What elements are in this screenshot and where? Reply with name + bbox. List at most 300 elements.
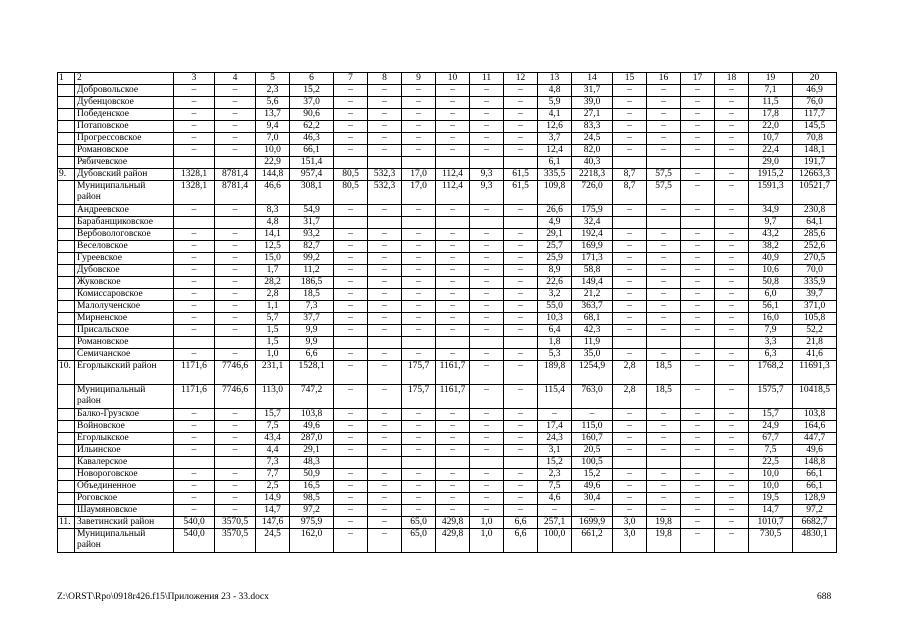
table-cell: 30,4 [572, 493, 613, 505]
table-cell: 103,8 [290, 409, 334, 421]
table-cell [613, 337, 647, 349]
table-cell: – [402, 265, 436, 277]
row-number-cell [58, 229, 75, 241]
table-cell [215, 217, 256, 229]
row-label-cell: Семичанское [75, 349, 174, 361]
table-cell: 7746,6 [215, 361, 256, 385]
table-cell: 40,9 [749, 253, 793, 265]
table-cell: – [334, 205, 368, 217]
table-cell: – [215, 205, 256, 217]
table-cell: – [334, 409, 368, 421]
table-cell: – [647, 325, 681, 337]
table-cell: 3,7 [538, 133, 572, 145]
row-number-cell [58, 205, 75, 217]
table-cell: 7,5 [749, 445, 793, 457]
table-cell: – [215, 325, 256, 337]
table-cell: 10,3 [538, 313, 572, 325]
table-cell: 50,8 [749, 277, 793, 289]
table-cell: 46,6 [256, 181, 290, 205]
row-number-cell [58, 325, 75, 337]
table-cell: 55,0 [538, 301, 572, 313]
table-cell: 363,7 [572, 301, 613, 313]
table-cell: 9,7 [749, 217, 793, 229]
row-label-cell: Шаумяновское [75, 505, 174, 517]
table-cell: – [436, 469, 470, 481]
table-cell: – [368, 121, 402, 133]
table-cell: 49,6 [793, 445, 837, 457]
table-row [58, 277, 837, 289]
table-cell: – [368, 409, 402, 421]
table-cell: 15,2 [538, 457, 572, 469]
table-cell: 58,8 [572, 265, 613, 277]
table-cell: – [715, 181, 749, 205]
table-cell: – [715, 445, 749, 457]
table-cell: 22,4 [749, 145, 793, 157]
table-cell: – [613, 85, 647, 97]
table-cell: – [215, 481, 256, 493]
table-cell: 1,5 [256, 337, 290, 349]
table-cell: – [402, 253, 436, 265]
table-cell: – [368, 313, 402, 325]
table-cell: 10,0 [749, 481, 793, 493]
table-cell: 763,0 [572, 385, 613, 409]
table-cell: 43,2 [749, 229, 793, 241]
table-cell: 4 [215, 73, 256, 85]
row-label-cell: Гуреевское [75, 253, 174, 265]
row-label-cell: Комиссаровское [75, 289, 174, 301]
table-cell: 148,8 [793, 457, 837, 469]
table-cell: 10,6 [749, 265, 793, 277]
table-cell: 957,4 [290, 169, 334, 181]
table-cell: – [470, 301, 504, 313]
table-cell: 103,8 [793, 409, 837, 421]
table-cell: 257,1 [538, 517, 572, 529]
table-cell: – [402, 445, 436, 457]
table-cell: – [715, 493, 749, 505]
table-cell: 34,9 [749, 205, 793, 217]
table-cell: 1254,9 [572, 361, 613, 385]
table-cell: – [470, 313, 504, 325]
table-cell: 1161,7 [436, 385, 470, 409]
table-row [58, 205, 837, 217]
table-cell: – [681, 109, 715, 121]
table-cell: 10,0 [256, 145, 290, 157]
table-row [58, 445, 837, 457]
table-header-row [58, 73, 837, 85]
table-cell: 9,9 [290, 337, 334, 349]
table-cell: – [613, 301, 647, 313]
table-cell [436, 337, 470, 349]
table-cell: 447,7 [793, 433, 837, 445]
table-cell: – [368, 481, 402, 493]
table-row [58, 121, 837, 133]
table-cell [402, 337, 436, 349]
table-cell: 1,0 [470, 529, 504, 553]
table-cell: – [715, 121, 749, 133]
table-cell: 164,6 [793, 421, 837, 433]
row-number-cell [58, 493, 75, 505]
table-cell: 82,0 [572, 145, 613, 157]
table-cell: – [470, 265, 504, 277]
table-cell: 57,5 [647, 181, 681, 205]
table-cell: – [436, 121, 470, 133]
table-cell: – [402, 229, 436, 241]
table-cell [613, 157, 647, 169]
table-cell: 16 [647, 73, 681, 85]
table-cell: 11 [470, 73, 504, 85]
table-cell: 144,8 [256, 169, 290, 181]
table-cell: – [174, 277, 215, 289]
table-cell: – [613, 133, 647, 145]
row-number-cell [58, 433, 75, 445]
table-cell: 5,7 [256, 313, 290, 325]
table-cell: – [715, 385, 749, 409]
row-label-cell: Малолученское [75, 301, 174, 313]
table-cell: – [436, 205, 470, 217]
row-number-cell [58, 445, 75, 457]
table-row [58, 493, 837, 505]
table-cell: – [334, 229, 368, 241]
table-cell: – [504, 505, 538, 517]
table-cell: – [715, 169, 749, 181]
table-cell: 12,4 [538, 145, 572, 157]
table-cell: 186,5 [290, 277, 334, 289]
row-label-cell: Войновское [75, 421, 174, 433]
table-cell: – [681, 169, 715, 181]
table-cell: 12,5 [256, 241, 290, 253]
table-cell: 1915,2 [749, 169, 793, 181]
table-cell: 7,3 [290, 301, 334, 313]
table-row [58, 421, 837, 433]
table-cell: – [215, 241, 256, 253]
table-cell: 10418,5 [793, 385, 837, 409]
row-label-cell: Присальское [75, 325, 174, 337]
table-cell: 191,7 [793, 157, 837, 169]
table-cell: – [504, 205, 538, 217]
table-cell [402, 217, 436, 229]
row-number-cell: 10. [58, 361, 75, 385]
table-cell: – [334, 361, 368, 385]
table-cell: – [368, 265, 402, 277]
table-cell: – [436, 505, 470, 517]
table-cell: – [715, 505, 749, 517]
table-cell: – [368, 277, 402, 289]
table-cell: 115,4 [538, 385, 572, 409]
table-cell: – [174, 481, 215, 493]
table-cell [715, 157, 749, 169]
table-cell: 14,7 [749, 505, 793, 517]
table-cell: – [647, 205, 681, 217]
table-cell [681, 157, 715, 169]
table-cell: – [647, 493, 681, 505]
table-cell: – [613, 121, 647, 133]
table-cell: 66,1 [793, 481, 837, 493]
table-cell: – [613, 493, 647, 505]
row-number-cell [58, 409, 75, 421]
table-cell: 335,9 [793, 277, 837, 289]
table-cell: – [368, 241, 402, 253]
table-row [58, 517, 837, 529]
table-cell: – [215, 469, 256, 481]
table-row [58, 241, 837, 253]
table-cell: 10521,7 [793, 181, 837, 205]
table-cell: – [368, 517, 402, 529]
table-cell [368, 217, 402, 229]
table-cell: – [470, 145, 504, 157]
table-cell: 230,8 [793, 205, 837, 217]
row-label-cell: 2 [75, 73, 174, 85]
table-cell: – [215, 433, 256, 445]
table-cell: 15,7 [256, 409, 290, 421]
table-cell: – [334, 433, 368, 445]
table-cell: – [647, 481, 681, 493]
row-number-cell [58, 121, 75, 133]
table-cell: – [470, 469, 504, 481]
row-number-cell [58, 289, 75, 301]
table-cell: 7,9 [749, 325, 793, 337]
table-cell: 1,0 [256, 349, 290, 361]
table-cell: 975,9 [290, 517, 334, 529]
table-cell: 17,8 [749, 109, 793, 121]
table-cell: – [334, 493, 368, 505]
table-cell: 24,9 [749, 421, 793, 433]
table-cell: – [681, 289, 715, 301]
table-cell: 56,1 [749, 301, 793, 313]
table-row [58, 481, 837, 493]
row-number-cell [58, 85, 75, 97]
table-cell: – [613, 145, 647, 157]
table-cell: – [334, 517, 368, 529]
table-cell [715, 457, 749, 469]
table-cell: – [334, 481, 368, 493]
table-cell: – [613, 469, 647, 481]
table-cell: 2,8 [256, 289, 290, 301]
table-cell: 9 [402, 73, 436, 85]
table-cell: 4,6 [538, 493, 572, 505]
table-cell: – [174, 229, 215, 241]
table-cell: – [334, 277, 368, 289]
table-cell: 7,0 [256, 133, 290, 145]
table-cell [504, 457, 538, 469]
table-cell: 1575,7 [749, 385, 793, 409]
table-cell: – [215, 445, 256, 457]
table-cell: – [215, 505, 256, 517]
table-cell: – [504, 445, 538, 457]
table-cell: – [470, 109, 504, 121]
row-number-cell [58, 181, 75, 205]
table-cell: 335,5 [538, 169, 572, 181]
table-cell [334, 217, 368, 229]
row-number-cell [58, 313, 75, 325]
row-label-cell: Рябичевское [75, 157, 174, 169]
table-cell: – [402, 301, 436, 313]
table-cell: – [402, 133, 436, 145]
table-cell: – [174, 241, 215, 253]
table-cell: – [681, 529, 715, 553]
table-cell [715, 337, 749, 349]
table-cell [613, 457, 647, 469]
table-cell [436, 157, 470, 169]
table-cell: – [613, 289, 647, 301]
table-cell: 18,5 [290, 289, 334, 301]
table-cell: – [715, 97, 749, 109]
table-cell: 70,0 [793, 265, 837, 277]
table-cell: 31,7 [290, 217, 334, 229]
table-cell: 17,0 [402, 181, 436, 205]
table-cell [647, 157, 681, 169]
table-cell: 18 [715, 73, 749, 85]
table-cell: – [715, 313, 749, 325]
table-cell: – [174, 433, 215, 445]
table-cell [368, 457, 402, 469]
data-table [57, 72, 837, 553]
table-cell [334, 157, 368, 169]
table-cell: – [572, 505, 613, 517]
table-cell: 6,0 [749, 289, 793, 301]
table-cell: – [436, 433, 470, 445]
table-cell: – [647, 409, 681, 421]
table-cell: – [368, 289, 402, 301]
table-cell: 3,1 [538, 445, 572, 457]
table-cell: 29,1 [290, 445, 334, 457]
table-cell: – [681, 409, 715, 421]
table-cell: 285,6 [793, 229, 837, 241]
table-cell: 25,7 [538, 241, 572, 253]
table-cell: – [681, 265, 715, 277]
table-cell: 11,9 [572, 337, 613, 349]
table-cell: – [681, 241, 715, 253]
table-cell: – [715, 265, 749, 277]
table-cell: – [215, 313, 256, 325]
table-cell: 65,0 [402, 517, 436, 529]
table-cell [647, 337, 681, 349]
table-cell: – [436, 481, 470, 493]
row-label-cell: Барабанщиковское [75, 217, 174, 229]
table-cell: 93,2 [290, 229, 334, 241]
table-cell: 192,4 [572, 229, 613, 241]
table-cell: 4,4 [256, 445, 290, 457]
table-cell: 5 [256, 73, 290, 85]
row-label-cell: Объединенное [75, 481, 174, 493]
table-cell: – [647, 349, 681, 361]
table-cell: 151,4 [290, 157, 334, 169]
table-cell: – [215, 265, 256, 277]
table-cell: – [715, 349, 749, 361]
row-label-cell: Андреевское [75, 205, 174, 217]
table-cell: 17 [681, 73, 715, 85]
table-cell: – [613, 505, 647, 517]
table-cell: 171,3 [572, 253, 613, 265]
table-cell [368, 157, 402, 169]
table-cell: 148,1 [793, 145, 837, 157]
table-cell: 1171,6 [174, 385, 215, 409]
table-cell: – [470, 433, 504, 445]
table-cell: – [504, 385, 538, 409]
row-number-cell [58, 349, 75, 361]
row-label-cell: Кавалерское [75, 457, 174, 469]
table-cell: – [613, 433, 647, 445]
table-cell: – [402, 433, 436, 445]
table-cell: 40,3 [572, 157, 613, 169]
table-cell: 19 [749, 73, 793, 85]
table-cell: – [402, 481, 436, 493]
table-cell: – [613, 421, 647, 433]
table-cell: 52,2 [793, 325, 837, 337]
table-cell: 98,5 [290, 493, 334, 505]
table-cell: – [436, 409, 470, 421]
table-cell: – [504, 277, 538, 289]
table-cell: 169,9 [572, 241, 613, 253]
table-cell: – [715, 481, 749, 493]
table-cell: – [504, 409, 538, 421]
table-cell: – [681, 421, 715, 433]
table-cell: 3570,5 [215, 529, 256, 553]
table-cell: – [174, 289, 215, 301]
table-cell: 29,1 [538, 229, 572, 241]
table-cell: 76,0 [793, 97, 837, 109]
table-cell: – [174, 265, 215, 277]
table-cell: 115,0 [572, 421, 613, 433]
table-cell: 10,0 [749, 469, 793, 481]
table-cell: 70,8 [793, 133, 837, 145]
table-cell: 27,1 [572, 109, 613, 121]
table-cell: – [613, 325, 647, 337]
table-cell: 15,2 [290, 85, 334, 97]
page-number: 688 [817, 592, 832, 602]
table-cell: 147,6 [256, 517, 290, 529]
table-cell: – [470, 325, 504, 337]
table-cell: – [334, 445, 368, 457]
row-number-cell [58, 337, 75, 349]
table-cell: – [613, 481, 647, 493]
table-row [58, 97, 837, 109]
table-cell: 175,7 [402, 361, 436, 385]
table-cell: 1591,3 [749, 181, 793, 205]
table-cell: – [402, 85, 436, 97]
table-cell: – [681, 85, 715, 97]
table-cell: – [681, 349, 715, 361]
table-cell: 7,7 [256, 469, 290, 481]
table-row [58, 133, 837, 145]
table-cell: – [436, 145, 470, 157]
row-label-cell: Заветинский район [75, 517, 174, 529]
table-cell: – [402, 409, 436, 421]
row-number-cell [58, 265, 75, 277]
table-cell: 1768,2 [749, 361, 793, 385]
table-cell [334, 337, 368, 349]
table-cell: 82,7 [290, 241, 334, 253]
table-cell: 4,9 [538, 217, 572, 229]
table-cell [368, 337, 402, 349]
table-cell: 128,9 [793, 493, 837, 505]
table-cell: 9,4 [256, 121, 290, 133]
table-cell: – [470, 493, 504, 505]
table-cell: – [215, 145, 256, 157]
table-cell: 11691,3 [793, 361, 837, 385]
table-cell [402, 457, 436, 469]
table-cell: 99,2 [290, 253, 334, 265]
table-cell: 5,6 [256, 97, 290, 109]
table-cell: 4,8 [538, 85, 572, 97]
table-cell: – [681, 277, 715, 289]
row-label-cell: Роговское [75, 493, 174, 505]
table-cell: – [613, 445, 647, 457]
table-cell: – [402, 493, 436, 505]
table-cell: 661,2 [572, 529, 613, 553]
table-row [58, 457, 837, 469]
table-cell: – [504, 97, 538, 109]
table-cell: – [715, 253, 749, 265]
